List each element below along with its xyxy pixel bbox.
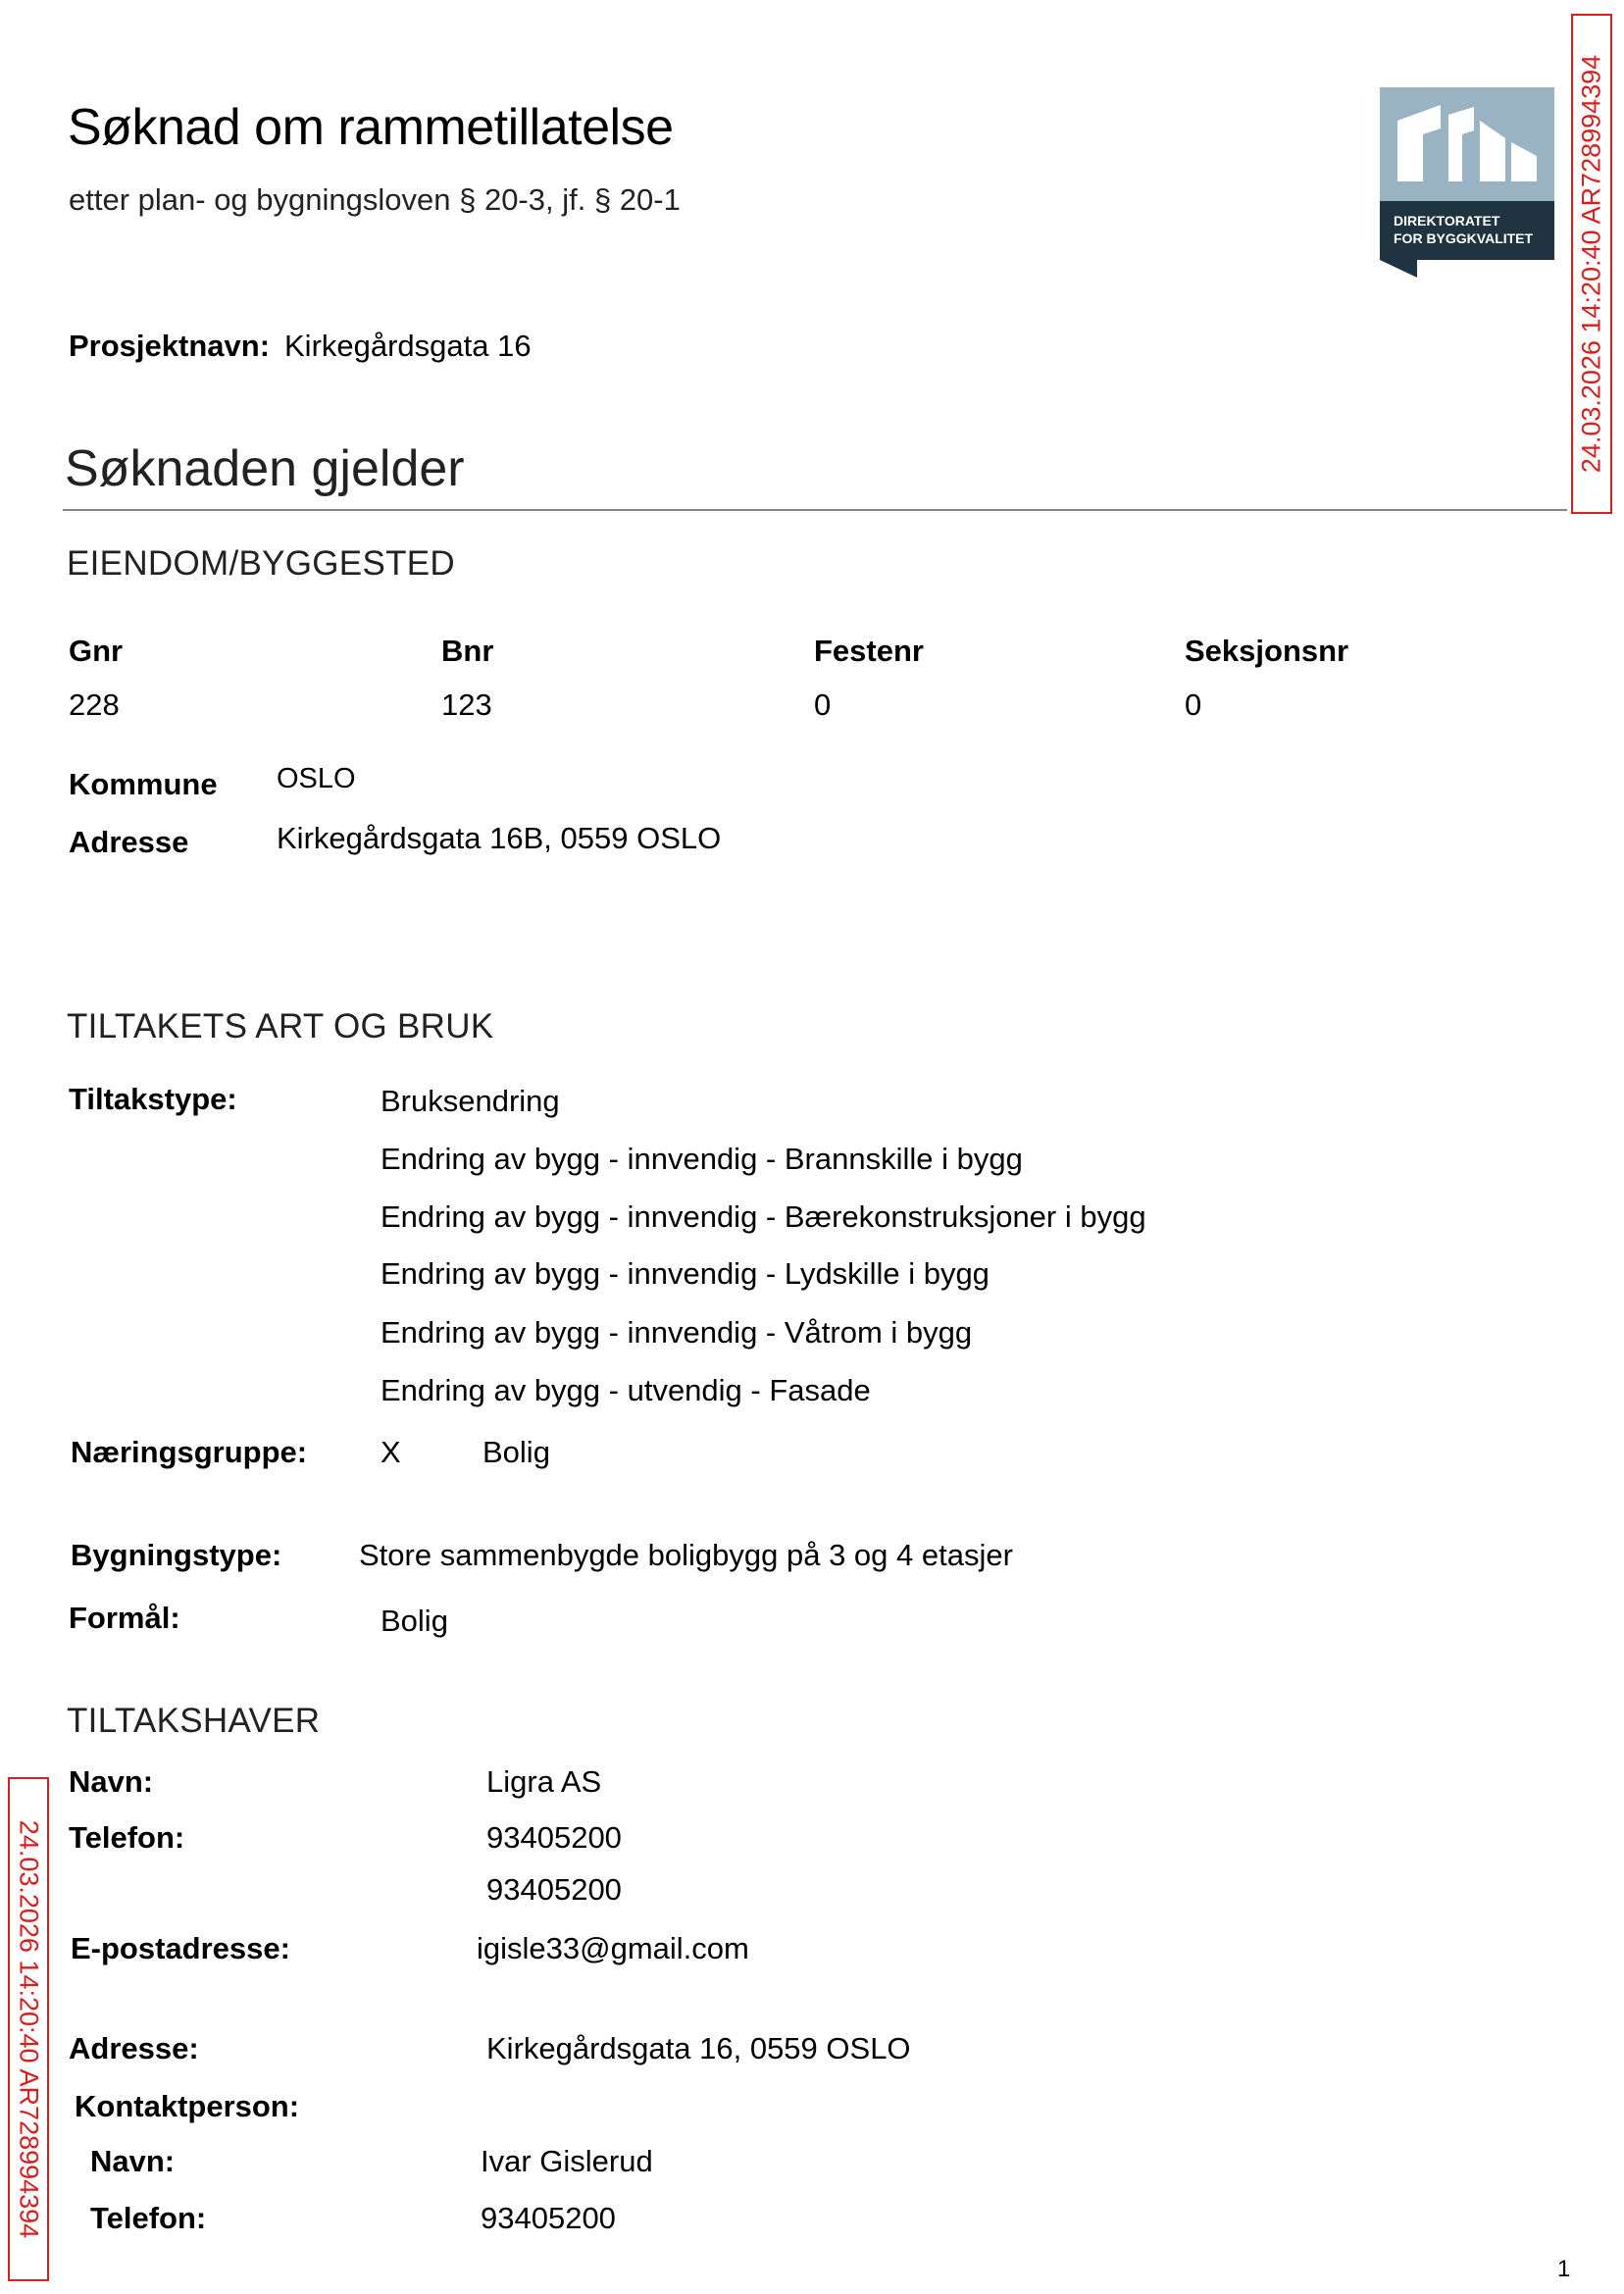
measure-heading: TILTAKETS ART OG BRUK bbox=[67, 1007, 494, 1045]
contact-heading: Kontaktperson: bbox=[75, 2089, 300, 2123]
section-divider bbox=[63, 509, 1567, 511]
adresse-label: Adresse bbox=[69, 825, 189, 859]
tiltakstype-item: Endring av bygg - innvendig - Brannskille i bygg bbox=[381, 1142, 1023, 1176]
bygningstype-label: Bygningstype: bbox=[71, 1538, 282, 1572]
col-gnr: Gnr bbox=[69, 634, 124, 668]
tiltakstype-item: Endring av bygg - innvendig - Bærekonstruksjoner i bygg bbox=[381, 1199, 1146, 1234]
tiltakstype-item: Bruksendring bbox=[381, 1084, 560, 1118]
property-heading: EIENDOM/BYGGESTED bbox=[67, 544, 455, 583]
contact-phone-label: Telefon: bbox=[90, 2201, 207, 2235]
val-seksjonsnr: 0 bbox=[1185, 688, 1202, 722]
tiltakstype-item: Endring av bygg - utvendig - Fasade bbox=[381, 1373, 871, 1407]
stamp-top-right: 24.03.2026 14:20:40 AR728994394 bbox=[1571, 14, 1612, 514]
project-value: Kirkegårdsgata 16 bbox=[284, 329, 532, 363]
col-seksjonsnr: Seksjonsnr bbox=[1185, 634, 1349, 668]
page-subtitle: etter plan- og bygningsloven § 20-3, jf. § 20-1 bbox=[69, 182, 681, 217]
applicant-email-value: igisle33@gmail.com bbox=[477, 1931, 749, 1965]
applicant-heading: TILTAKSHAVER bbox=[67, 1702, 321, 1740]
contact-phone-value: 93405200 bbox=[481, 2201, 616, 2235]
tiltakstype-item: Endring av bygg - innvendig - Våtrom i bygg bbox=[381, 1315, 973, 1350]
val-festenr: 0 bbox=[814, 688, 832, 722]
applicant-address-value: Kirkegårdsgata 16, 0559 OSLO bbox=[486, 2031, 911, 2065]
tiltakstype-label: Tiltakstype: bbox=[69, 1082, 237, 1116]
applicant-address-label: Adresse: bbox=[69, 2031, 199, 2065]
applicant-phone-value: 93405200 bbox=[486, 1872, 622, 1907]
logo-text-2: FOR BYGGKVALITET bbox=[1394, 230, 1534, 246]
applicant-phone-label: Telefon: bbox=[69, 1820, 185, 1855]
project-label: Prosjektnavn: bbox=[69, 329, 271, 363]
val-bnr: 123 bbox=[441, 688, 492, 722]
naeringsgruppe-value: Bolig bbox=[482, 1435, 550, 1469]
col-bnr: Bnr bbox=[441, 634, 494, 668]
page-title: Søknad om rammetillatelse bbox=[68, 99, 674, 156]
contact-name-value: Ivar Gislerud bbox=[481, 2144, 653, 2178]
adresse-value: Kirkegårdsgata 16B, 0559 OSLO bbox=[277, 821, 722, 855]
applicant-email-label: E-postadresse: bbox=[71, 1931, 290, 1965]
naeringsgruppe-label: Næringsgruppe: bbox=[71, 1435, 308, 1469]
logo-text-1: DIREKTORATET bbox=[1394, 213, 1500, 229]
page-number: 1 bbox=[1557, 2256, 1571, 2282]
dibk-logo bbox=[1380, 87, 1554, 278]
bygningstype-value: Store sammenbygde boligbygg på 3 og 4 etasjer bbox=[359, 1538, 1013, 1572]
val-gnr: 228 bbox=[69, 688, 120, 722]
formal-label: Formål: bbox=[69, 1601, 180, 1635]
stamp-left: 24.03.2026 14:20:40 AR728994394 bbox=[8, 1777, 49, 2281]
applicant-name-label: Navn: bbox=[69, 1764, 154, 1799]
kommune-label: Kommune bbox=[69, 767, 218, 801]
contact-name-label: Navn: bbox=[90, 2144, 176, 2178]
formal-value: Bolig bbox=[381, 1604, 448, 1638]
naeringsgruppe-code: X bbox=[381, 1435, 401, 1469]
kommune-value: OSLO bbox=[277, 763, 356, 794]
col-festenr: Festenr bbox=[814, 634, 924, 668]
applicant-phone-value: 93405200 bbox=[486, 1820, 622, 1855]
section-title: Søknaden gjelder bbox=[65, 440, 465, 497]
tiltakstype-item: Endring av bygg - innvendig - Lydskille i bygg bbox=[381, 1256, 990, 1291]
applicant-name-value: Ligra AS bbox=[486, 1764, 602, 1799]
